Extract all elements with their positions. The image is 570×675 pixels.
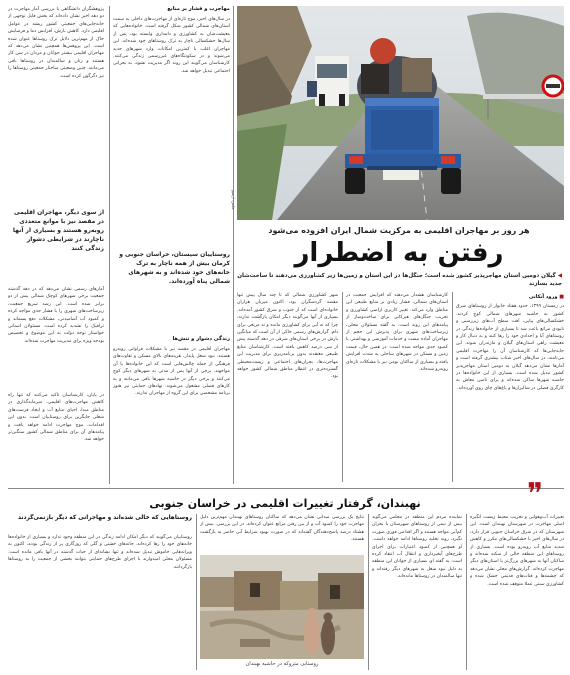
main-story-column-1-text: در زمستان ۱۳۹۹، حدود هفتاد خانوار از روستاهای شرق کشور به حاشیه شهرهای شمالی کوچ کردند. خشکسالی‌های پیاپی، افت سطح آب‌های زیرزمینی و نابودی مراتع باعث شد تا بسیاری از خانواده‌ها زندگی در روستاهای آبا و اجدادی خود را رها کنند و به دنبال کار و معیشت راهی استان‌های گیلان و مازندران شوند. این جابه‌جایی‌ها که کارشناسان آن را مهاجرت اقلیمی می‌نامند، در سال‌های اخیر شتاب بیشتری گرفته است و آمارها نشان می‌دهد گیلان به دومین استان مهاجرپذیر کشور تبدیل شده است. بسیاری از این خانواده‌ها در حاشیه شهرها ساکن شده‌اند و برای تامین معاش به کارگری فصلی در شالیزارها و باغ‌های چای روی آورده‌اند. — [456, 304, 564, 391]
story-kicker: هر روز بر مهاجران اقلیمی به مرکزیت شمال ایران افزوده می‌شود — [268, 226, 530, 235]
main-story-column-3-text: شهر کشاورزی شمالی که تا چند سال پیش تنها مقصد گردشگران بود، اکنون میزبان هزاران خانواده‌ای است که از جنوب و شرق کشور آمده‌اند. بسیاری از آنها می‌گویند دیگر امکان بازگشت ندارند، چرا که نه آبی برای کشاورزی مانده و نه مرتعی برای دام. گزارش‌های رسمی حاکی از آن است که میانگین بارش در برخی استان‌های شرقی در دهه گذشته بیش از سی درصد کاهش یافته است. کارشناسان منابع طبیعی معتقدند بدون برنامه‌ریزی برای مدیریت این مهاجرت‌ها، بحران‌های اجتماعی و زیست‌محیطی گسترده‌تری در انتظار مناطق شمالی کشور خواهد بود. — [237, 293, 338, 380]
main-story-column-3 — [237, 292, 338, 484]
column-rule — [368, 514, 369, 670]
section-divider — [8, 488, 564, 489]
main-story-column-2 — [346, 292, 448, 484]
lead-bullet-icon: ◀ — [555, 273, 562, 279]
quote-marks-icon: ❞ — [527, 477, 544, 512]
bottom-col-1: تغییرات آب‌وهوایی و تخریب محیط زیست انگیزه اصلی مهاجرت در شهرستان نهبندان است. این شهرستان که در شرق خراسان جنوبی قرار دارد، در سال‌های اخیر با خشکسالی‌های مکرر و کاهش شدید منابع آب روبه‌رو بوده است. بسیاری از روستاهای این منطقه خالی از سکنه شده‌اند و ساکنان آنها به شهرهای بزرگ‌تر یا استان‌های دیگر مهاجرت کرده‌اند. گزارش‌های محلی نشان می‌دهد که چشمه‌ها و قنات‌های قدیمی خشک شده و کشاورزی سنتی عملا متوقف شده است. — [470, 515, 564, 587]
main-story-column-1 — [456, 292, 564, 484]
bottom-col-4: روستاییان می‌گویند که دیگر امکان ادامه زندگی در این منطقه وجود ندارد و بسیاری از خانواده‌ها خانه‌های خود را رها کرده‌اند. خانه‌های خشتی و گلی که روزگاری پر از زندگی بودند، اکنون به ویرانه‌هایی خاموش تبدیل شده‌اند و تنها نشانه‌ای از حیات گذشته در آنها باقی مانده است. مسئولان محلی امیدوارند با اجرای طرح‌های حمایتی بتوانند بخشی از جمعیت را به روستاها بازگردانند. — [8, 535, 192, 570]
bottom-col-3: نتایج یک بررسی میدانی نشان می‌دهد که ساکنان روستاهای نهبندان مهم‌ترین دلیل مهاجرت خود را کمبود آب و از بین رفتن مراتع عنوان کرده‌اند. در این بررسی، بیش از هشتاد درصد پاسخ‌دهندگان گفته‌اند که در صورت بهبود شرایط آبی حاضر به بازگشت هستند. — [200, 515, 364, 543]
column-rule — [342, 292, 343, 482]
side-column-upper-text: در سال‌های اخیر، موج تازه‌ای از مهاجرت‌های داخلی به سمت استان‌های شمالی کشور شکل گرفته است. خانواده‌هایی که معیشت‌شان به کشاورزی و دامداری وابسته بود، پس از سال‌ها خشکسالی ناچار به ترک روستاهای خود شده‌اند. این مهاجران اغلب با کمترین امکانات وارد شهرهای جدید می‌شوند و در سکونتگاه‌های غیررسمی زندگی می‌کنند. کارشناسان می‌گویند این روند اگر مدیریت نشود، به بحرانی اجتماعی تبدیل خواهد شد. — [113, 17, 230, 74]
story-lead — [236, 272, 562, 288]
column-rule — [233, 6, 234, 484]
far-column-bottom-text: در پایان، کارشناسان تاکید می‌کنند که تنها راه کاهش مهاجرت‌های اقلیمی، سرمایه‌گذاری در مناطق مبدا، احیای منابع آب و ایجاد فرصت‌های شغلی جایگزین برای روستاییان است. بدون این اقدامات، موج مهاجرت ادامه خواهد یافت و پیامدهای آن برای مناطق شمالی کشور سنگین‌تر خواهد شد. — [8, 393, 104, 443]
main-story-column-2-text: کارشناسان هشدار می‌دهند که افزایش جمعیت در استان‌های شمالی، فشار زیادی بر منابع طبیعی این مناطق وارد می‌کند. تغییر کاربری اراضی کشاورزی و تخریب جنگل‌های هیرکانی برای ساخت‌وساز از پیامدهای این روند است. به گفته مسئولان محلی، زیرساخت‌های شهری برای پذیرش این حجم از مهاجران آماده نیست و خدمات آموزشی و بهداشتی با کمبود جدی مواجه شده است. در همین حال، قیمت زمین و مسکن در شهرهای ساحلی به شدت افزایش یافته و بسیاری از ساکنان بومی نیز با مشکلات تازه‌ای روبه‌رو شده‌اند. — [346, 293, 448, 373]
photo-credit: عکس: آرشیو — [231, 190, 235, 210]
side-column-box: روستاییان سیستان، خراسان جنوبی و کرمان بیش از همه ناچار به ترک خانه‌های خود شده‌اند و به شهرهای شمالی پناه آورده‌اند. — [119, 251, 230, 285]
bottom-section-title: نهبندان، گرفتار تغییرات اقلیمی در خراسان جنوبی — [149, 497, 421, 510]
story-lead-text: گیلان دومین استان مهاجرپذیر کشور شده است؛ جنگل‌ها در این استان و زمین‌ها زیر کشاورزی می‌دهند تا ساخت‌شان جدید بسازند — [237, 273, 562, 287]
bottom-col-2: نماینده مردم این منطقه در مجلس می‌گوید بیش از نیمی از روستاهای شهرستان با بحران کم‌آبی مواجه هستند و اگر اقدامی فوری صورت نگیرد، روند تخلیه روستاها ادامه خواهد داشت. او همچنین از کمبود اعتبارات برای اجرای طرح‌های آبخیزداری و انتقال آب انتقاد کرده است. به گفته او، بسیاری از جوانان این منطقه به دلیل نبود شغل به شهرهای دیگر رفته‌اند و تنها سالمندان در روستاها مانده‌اند. — [372, 515, 462, 580]
main-story-subhead-text: ورود آنکاتی — [528, 294, 558, 300]
main-photo — [237, 6, 564, 220]
subhead-bullet-icon: ■ — [557, 294, 564, 300]
side-column-lower-text: مهاجران اقلیمی در مقصد نیز با مشکلات فراوانی روبه‌رو هستند. نبود شغل پایدار، هزینه‌های بالای مسکن و تفاوت‌های فرهنگی از جمله چالش‌هایی است که این خانواده‌ها با آن مواجهند. برخی از آنها پس از مدتی به شهرهای دیگر کوچ می‌کنند و برخی دیگر در حاشیه شهرها باقی می‌مانند و به کارهای فصلی مشغول می‌شوند. نهادهای حمایتی نیز هنوز برنامه مشخصی برای این گروه از مهاجران ندارند. — [113, 347, 230, 397]
column-rule — [196, 514, 197, 670]
column-rule — [109, 6, 110, 484]
side-column-subhead-2: زندگی دشوار و تنش‌ها — [172, 336, 230, 342]
side-column-subhead-1: مهاجرت و فشار بر منابع — [167, 6, 230, 12]
column-rule — [466, 514, 467, 670]
story-headline: رفتن به اضطرار — [294, 238, 504, 268]
far-column-top-text: پژوهشگران دانشگاهی با بررسی آمار مهاجرت در دو دهه اخیر نشان داده‌اند که بخش قابل توجهی از جابه‌جایی‌های جمعیتی کشور ریشه در عوامل اقلیمی دارد. کاهش بارش، افزایش دما و فرسایش خاک از مهم‌ترین دلایل ترک روستاها عنوان شده است. این پژوهش‌ها همچنین نشان می‌دهد که مهاجران اقلیمی بیشتر جوانان و مردان در سن کار هستند و زنان و سالمندان در روستاها باقی می‌مانند. چنین وضعیتی ساختار جمعیتی روستاها را نیز دگرگون کرده است. — [8, 7, 104, 79]
column-rule — [452, 292, 453, 482]
bottom-inset-head: روستاهایی که خالی شده‌اند و مهاجرانی که دیگر بازنمی‌گردند — [18, 515, 192, 521]
bottom-photo — [200, 555, 364, 659]
far-column-highlight: از سوی دیگر، مهاجران اقلیمی در مقصد نیز با موانع متعددی روبه‌رو هستند و بسیاری از آنها ناچارند در شرایطی دشوار زندگی کنند — [12, 209, 104, 252]
far-column-middle-text: آمارهای رسمی نشان می‌دهد که در دهه گذشته جمعیت برخی شهرهای کوچک شمالی بیش از دو برابر شده است. این رشد سریع جمعیت، زیرساخت‌های شهری را با فشار جدی مواجه کرده و کمبود آب آشامیدنی، مشکلات دفع پسماند و ترافیک را تشدید کرده است. مسئولان استانی خواستار توجه دولت به این موضوع و تخصیص بودجه ویژه برای مدیریت مهاجرت شده‌اند. — [8, 287, 104, 344]
bottom-photo-caption: روستایی متروکه در حاشیه نهبندان — [245, 661, 319, 667]
main-story-subhead — [456, 294, 564, 301]
